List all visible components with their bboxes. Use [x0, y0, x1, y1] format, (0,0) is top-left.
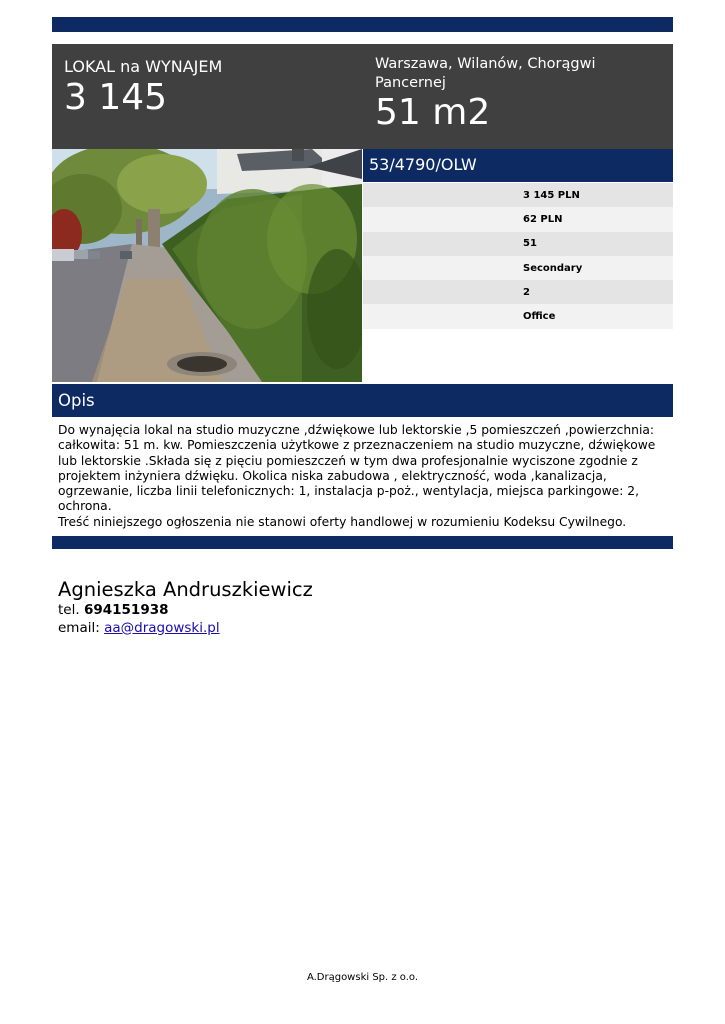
location: Warszawa, Wilanów, Chorągwi Pancernej — [375, 56, 596, 91]
details-row — [363, 183, 673, 207]
listing-header — [52, 44, 673, 149]
email-link[interactable]: aa@dragowski.pl — [104, 619, 220, 636]
footer-company: A.Drągowski Sp. z o.o. — [306, 972, 419, 983]
details-row — [363, 304, 673, 328]
detail-value: 51 — [523, 238, 537, 250]
details-row — [363, 280, 673, 304]
email-line — [58, 620, 313, 638]
detail-value: Secondary — [523, 262, 583, 274]
header-right — [375, 55, 665, 134]
details-table — [363, 183, 673, 329]
contact-block — [58, 578, 313, 637]
detail-value: 2 — [523, 286, 530, 298]
offer-type: LOKAL na WYNAJEM — [64, 57, 223, 76]
disclaimer: Treść niniejszego ogłoszenia nie stanowi oferty handlowej w rozumieniu Kodeksu Cywilnego. — [58, 514, 627, 529]
price: 3 145 — [64, 77, 168, 118]
description-title: Opis — [58, 391, 95, 410]
detail-value: 3 145 PLN — [523, 189, 580, 201]
detail-value: 62 PLN — [523, 213, 563, 225]
details-row — [363, 232, 673, 256]
description — [58, 423, 670, 530]
reference-bar — [363, 149, 673, 182]
details-row — [363, 256, 673, 280]
phone-line — [58, 602, 313, 620]
property-photo — [52, 149, 362, 382]
header-left — [64, 57, 222, 119]
email-label: email: — [58, 619, 100, 636]
reference-number: 53/4790/OLW — [369, 155, 477, 174]
area: 51 m2 — [375, 92, 491, 133]
top-accent-bar — [52, 17, 673, 32]
agent-name: Agnieszka Andruszkiewicz — [58, 578, 313, 601]
details-row — [363, 207, 673, 231]
bottom-accent-bar — [52, 536, 673, 549]
description-header — [52, 384, 673, 417]
description-text: Do wynajęcia lokal na studio muzyczne ,dźwiękowe lub lektorskie ,5 pomieszczeń ,powierzchnia: całkowita: 51 m. kw. Pomieszczenia użytkowe z przeznaczeniem na studio muzyczne, dźwiękowe lub lektorskie .Składa się z pięciu pomieszczeń w tym dwa profesjonalnie wyciszone zgodnie z projektem inżyniera dźwięku. Okolica niska zabudowa , elektryczność, woda ,kanalizacja, ogrzewanie, liczba linii telefonicznych: 1, instalacja p-poż., wentylacja, miejsca parkingowe: 2, ochrona. — [58, 423, 656, 514]
detail-value: Office — [523, 311, 556, 323]
phone-number: 694151938 — [83, 602, 169, 618]
phone-label: tel. — [58, 602, 80, 618]
